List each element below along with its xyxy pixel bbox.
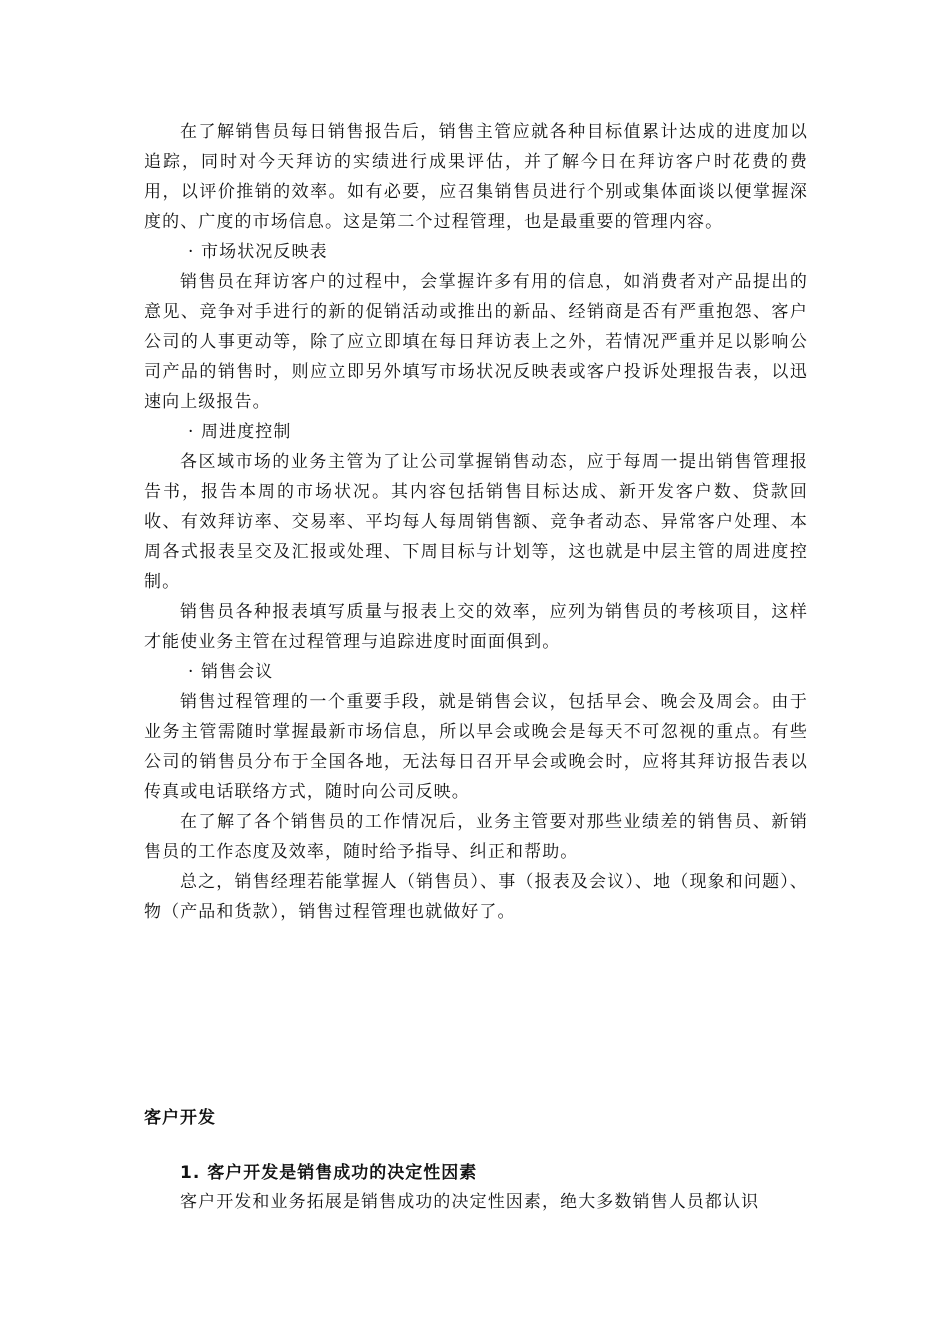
paragraph-report-quality: 销售员各种报表填写质量与报表上交的效率，应列为销售员的考核项目，这样才能使业务主管在过程管理与追踪进度时面面俱到。	[144, 602, 808, 652]
paragraph-daily-report: 在了解销售员每日销售报告后，销售主管应就各种目标值累计达成的进度加以追踪，同时对今天拜访的实绩进行成果评估，并了解今日在拜访客户时花费的费用，以评价推销的效率。如有必要，应召集销售员进行个别或集体面谈以便掌握深度的、广度的市场信息。这是第二个过程管理，也是最重要的管理内容。	[144, 122, 808, 232]
bullet-weekly-progress: · 周进度控制	[188, 422, 292, 442]
body-text	[144, 117, 808, 927]
paragraph-summary: 总之，销售经理若能掌握人（销售员）、事（报表及会议）、地（现象和问题）、物（产品和货款），销售过程管理也就做好了。	[144, 872, 808, 922]
paragraph-market-status: 销售员在拜访客户的过程中，会掌握许多有用的信息，如消费者对产品提出的意见、竞争对手进行的新的促销活动或推出的新品、经销商是否有严重抱怨、客户公司的人事更动等，除了应立即填在每日拜访表上之外，若情况严重并足以影响公司产品的销售时，则应立即另外填写市场状况反映表或客户投诉处理报告表，以迅速向上级报告。	[144, 272, 808, 412]
paragraph-sales-meeting: 销售过程管理的一个重要手段，就是销售会议，包括早会、晚会及周会。由于业务主管需随时掌握最新市场信息，所以早会或晚会是每天不可忽视的重点。有些公司的销售员分布于全国各地，无法每日召开早会或晚会时，应将其拜访报告表以传真或电话联络方式，随时向公司反映。	[144, 692, 808, 802]
paragraph-customer-development: 客户开发和业务拓展是销售成功的决定性因素，绝大多数销售人员都认识	[180, 1192, 760, 1212]
bullet-sales-meeting: · 销售会议	[188, 662, 274, 682]
paragraph-weekly-progress: 各区域市场的业务主管为了让公司掌握销售动态，应于每周一提出销售管理报告书，报告本周的市场状况。其内容包括销售目标达成、新开发客户数、贷款回收、有效拜访率、交易率、平均每人每周销售额、竞争者动态、异常客户处理、本周各式报表呈交及汇报或处理、下周目标与计划等，这也就是中层主管的周进度控制。	[144, 452, 808, 592]
paragraph-guidance: 在了解了各个销售员的工作情况后，业务主管要对那些业绩差的销售员、新销售员的工作态度及效率，随时给予指导、纠正和帮助。	[144, 812, 808, 862]
sub-heading: 1. 客户开发是销售成功的决定性因素	[180, 1163, 478, 1183]
section-title: 客户开发	[144, 1108, 216, 1128]
bullet-market-status-form: · 市场状况反映表	[188, 242, 328, 262]
